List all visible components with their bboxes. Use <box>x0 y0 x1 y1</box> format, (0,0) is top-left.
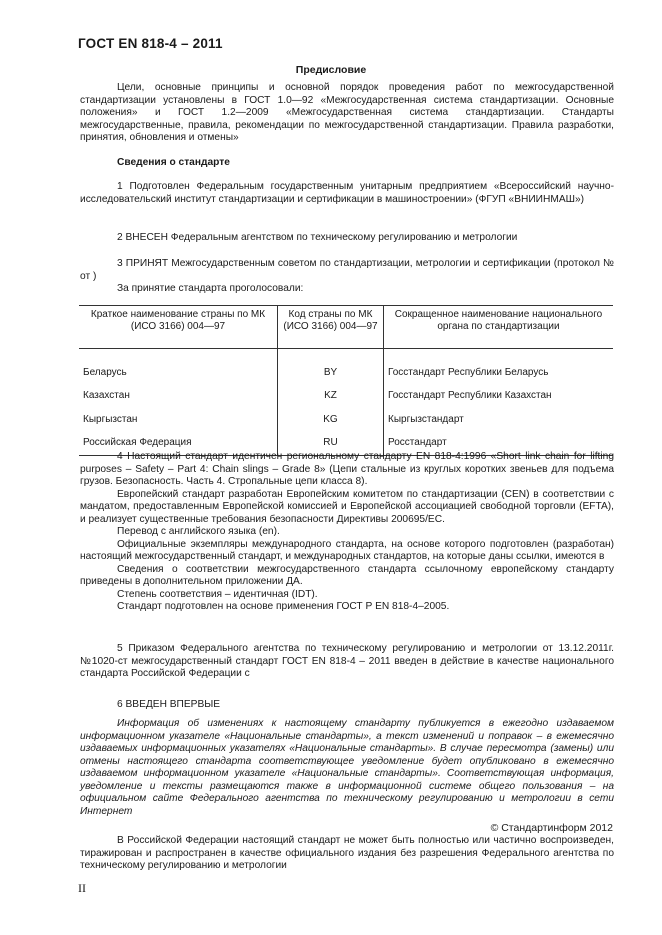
standards-body: Госстандарт Республики Казахстан <box>384 385 614 409</box>
section-4-copies: Официальные экземпляры международного стандарта, на основе которого подготовлен (разработан) настоящий межгосударственный стандарт, и международных стандартов, на которые даны ссылки, имеются в <box>80 538 614 562</box>
about-item-3: 3 ПРИНЯТ Межгосударственным советом по стандартизации, метрологии и сертификации (протокол № от ) <box>80 258 614 282</box>
rights-notice: В Российской Федерации настоящий стандарт не может быть полностью или частично воспроизведен, тиражирован и распространен в качестве официального издания без разрешения Федерального агентства по техническому регулированию и метрологии <box>80 835 614 871</box>
country-name: Казахстан <box>79 385 278 409</box>
standards-body: Госстандарт Республики Беларусь <box>384 349 614 385</box>
changes-notice: Информация об изменениях к настоящему стандарту публикуется в ежегодно издаваемом информационном указателе «Национальные стандарты», а текст изменений и поправок – в ежемесячно издаваемых информационных указателях «Национальные стандарты». В случае пересмотра (замены) или отмены настоящего стандарта соответствующее уведомление будет опубликовано в ежемесячно издаваемом информационном указателе «Национальные стандарты». Соответствующая информация, уведомление и тексты размещаются также в информационной системе общего пользования – на официальном сайте Федерального агентства по техническому регулированию и метрологии в сети Интернет <box>80 718 614 817</box>
standards-body: Кыргызстандарт <box>384 408 614 432</box>
about-item-1: 1 Подготовлен Федеральным государственным унитарным предприятием «Всероссийский научно-исследовательский институт стандартизации и сертификации в машиностроении» (ФГУП «ВНИИНМАШ») <box>80 181 614 205</box>
section-4-basis: Стандарт подготовлен на основе применения ГОСТ Р EN 818-4–2005. <box>117 601 450 612</box>
section-4-degree: Степень соответствия – идентичная (IDT). <box>117 588 318 600</box>
section-5: 5 Приказом Федерального агентства по техническому регулированию и метрологии от 13.12.2011г. №1020-ст межгосударственный стандарт ГОСТ EN 818-4 – 2011 введен в действие в качестве национального стандарта Российской Федерации с <box>80 643 614 679</box>
table-header-row <box>79 306 613 349</box>
page-number: II <box>78 881 86 895</box>
table-row <box>79 349 613 385</box>
section-4 <box>80 451 614 614</box>
country-name: Беларусь <box>79 349 278 385</box>
section-4-translation: Перевод с английского языка (en). <box>117 526 280 537</box>
country-code: RU <box>278 432 384 456</box>
country-code: KG <box>278 408 384 432</box>
table-row <box>79 385 613 409</box>
preface-title: Предисловие <box>295 64 367 76</box>
country-code: BY <box>278 349 384 385</box>
section-6: 6 ВВЕДЕН ВПЕРВЫЕ <box>117 699 221 710</box>
table-header-country: Краткое наименование страны по МК (ИСО 3166) 004—97 <box>79 306 278 349</box>
country-name: Кыргызстан <box>79 408 278 432</box>
country-code: KZ <box>278 385 384 409</box>
document-code-header: ГОСТ EN 818-4 – 2011 <box>78 36 223 51</box>
about-item-2: 2 ВНЕСЕН Федеральным агентством по техническому регулированию и метрологии <box>117 232 518 243</box>
about-standard-heading: Сведения о стандарте <box>117 157 230 168</box>
voted-label: За принятие стандарта проголосовали: <box>117 283 304 294</box>
table-row <box>79 408 613 432</box>
preface-intro: Цели, основные принципы и основной порядок проведения работ по межгосударственной стандартизации установлены в ГОСТ 1.0—92 «Межгосударственная система стандартизации. Основные положения» и ГОСТ 1.2—2009 «Межгосударственная система стандартизации. Стандарты межгосударственные, правила, рекомендации по межгосударственной стандартизации. Правила разработки, принятия, обновления и отмены» <box>80 82 614 143</box>
table-header-code: Код страны по МК (ИСО 3166) 004—97 <box>278 306 384 349</box>
country-name: Российская Федерация <box>79 432 278 456</box>
section-4-conformity-info: Сведения о соответствии межгосударственного стандарта ссылочному европейскому стандарту приведены в дополнительном приложении ДА. <box>80 563 614 587</box>
section-4-identity: 4 Настоящий стандарт идентичен региональному стандарту EN 818-4:1996 «Short link chain for lifting purposes – Safety – Part 4: Chain slings – Grade 8» (Цепи стальные из круглых коротких звеньев для подъема грузов. Безопасность. Часть 4. Стропальные цепи класса 8). <box>80 451 614 487</box>
table-header-body: Сокращенное наименование национального органа по стандартизации <box>384 306 614 349</box>
member-states-table <box>79 305 613 456</box>
standards-body: Росстандарт <box>384 432 614 456</box>
section-4-cen: Европейский стандарт разработан Европейским комитетом по стандартизации (CEN) в соответствии с мандатом, предоставленным Европейской комиссией и Европейской ассоциацией свободной торговли (EFTA), и реализует существенные требования безопасности Директивы 200695/ЕС. <box>80 488 614 525</box>
copyright-line: © Стандартинформ 2012 <box>490 822 613 834</box>
